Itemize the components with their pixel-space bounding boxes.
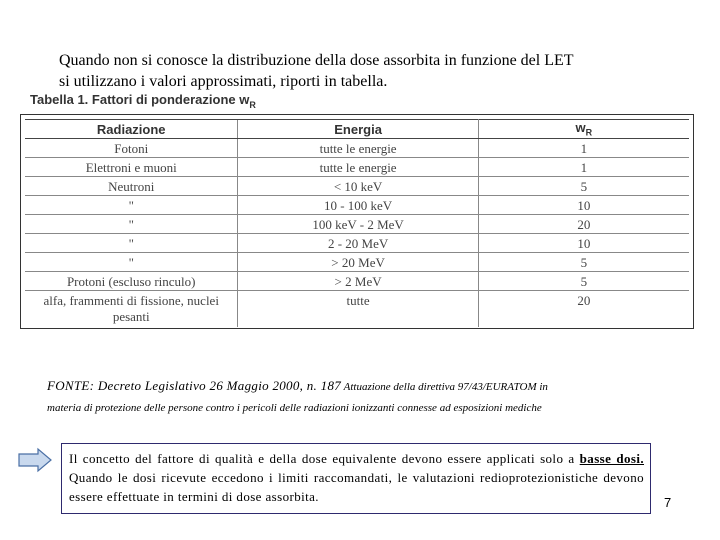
intro-line-1: Quando non si conosce la distribuzione della dose assorbita in funzione del LET [59, 52, 574, 69]
intro-line-2: si utilizzano i valori approssimati, riporti in tabella. [59, 73, 388, 90]
cell-radiation: " [25, 215, 238, 234]
cell-wr: 5 [478, 177, 689, 196]
table-row [25, 196, 689, 215]
arrow-right-icon [18, 448, 52, 472]
cell-wr: 1 [478, 158, 689, 177]
note-underlined: basse dosi. [579, 451, 645, 466]
table-body [25, 139, 689, 328]
cell-wr: 5 [478, 272, 689, 291]
cell-wr: 10 [478, 196, 689, 215]
table-row [25, 215, 689, 234]
cell-energy: tutte le energie [238, 139, 478, 158]
table-row [25, 158, 689, 177]
cell-radiation: " [25, 253, 238, 272]
header-energy: Energia [238, 120, 478, 139]
table-caption-sub: R [249, 99, 256, 110]
header-wr-sub: R [585, 127, 593, 138]
cell-radiation-line-2: pesanti [112, 309, 150, 324]
header-wr [478, 120, 689, 139]
cell-energy: tutte [238, 291, 478, 328]
table-row [25, 177, 689, 196]
cell-radiation: Neutroni [25, 177, 238, 196]
table-row [25, 234, 689, 253]
weighting-factor-table [25, 119, 689, 327]
cell-wr: 20 [478, 215, 689, 234]
header-radiation: Radiazione [25, 120, 238, 139]
header-wr-text: w [575, 120, 586, 136]
table-caption [30, 92, 280, 114]
cell-radiation: " [25, 196, 238, 215]
note-part-1: Il concetto del fattore di qualità e della dose equivalente devono essere applicati solo a [69, 451, 575, 466]
cell-energy: 10 - 100 keV [238, 196, 478, 215]
source-lead: FONTE: Decreto Legislativo 26 Maggio 2000, n. 187 [47, 378, 342, 393]
note-text [69, 449, 644, 506]
cell-wr: 1 [478, 139, 689, 158]
cell-energy: 2 - 20 MeV [238, 234, 478, 253]
intro-text [59, 50, 659, 92]
cell-radiation: Protoni (escluso rinculo) [25, 272, 238, 291]
cell-radiation: " [25, 234, 238, 253]
table-row [25, 272, 689, 291]
cell-radiation: Elettroni e muoni [25, 158, 238, 177]
cell-wr: 20 [577, 293, 591, 308]
cell-energy: 100 keV - 2 MeV [238, 215, 478, 234]
weighting-factor-table-frame [20, 114, 694, 329]
table-row [25, 253, 689, 272]
cell-energy: > 2 MeV [238, 272, 478, 291]
table-caption-text: Tabella 1. Fattori di ponderazione w [30, 92, 250, 107]
source-rest-1: Attuazione della direttiva 97/43/EURATOM in [341, 381, 548, 393]
table-row [25, 139, 689, 158]
source-rest-2: materia di protezione delle persone contro i pericoli delle radiazioni ionizzanti connesse ad esposizioni mediche [47, 402, 542, 414]
table-row [25, 291, 689, 328]
source-note [47, 376, 687, 418]
note-part-2: Quando le dosi ricevute eccedono i limiti raccomandati, le valutazioni redioprotezionistiche devono essere effettuate in termini di dose assorbita. [69, 470, 644, 504]
note-box [61, 443, 651, 514]
cell-wr: 10 [478, 234, 689, 253]
cell-radiation-line-1: alfa, frammenti di fissione, nuclei [43, 293, 219, 308]
cell-radiation: Fotoni [25, 139, 238, 158]
cell-wr: 5 [478, 253, 689, 272]
page-number: 7 [664, 495, 672, 510]
cell-radiation [25, 291, 238, 328]
cell-energy: tutte le energie [238, 158, 478, 177]
cell-energy: < 10 keV [238, 177, 478, 196]
cell-energy: > 20 MeV [238, 253, 478, 272]
